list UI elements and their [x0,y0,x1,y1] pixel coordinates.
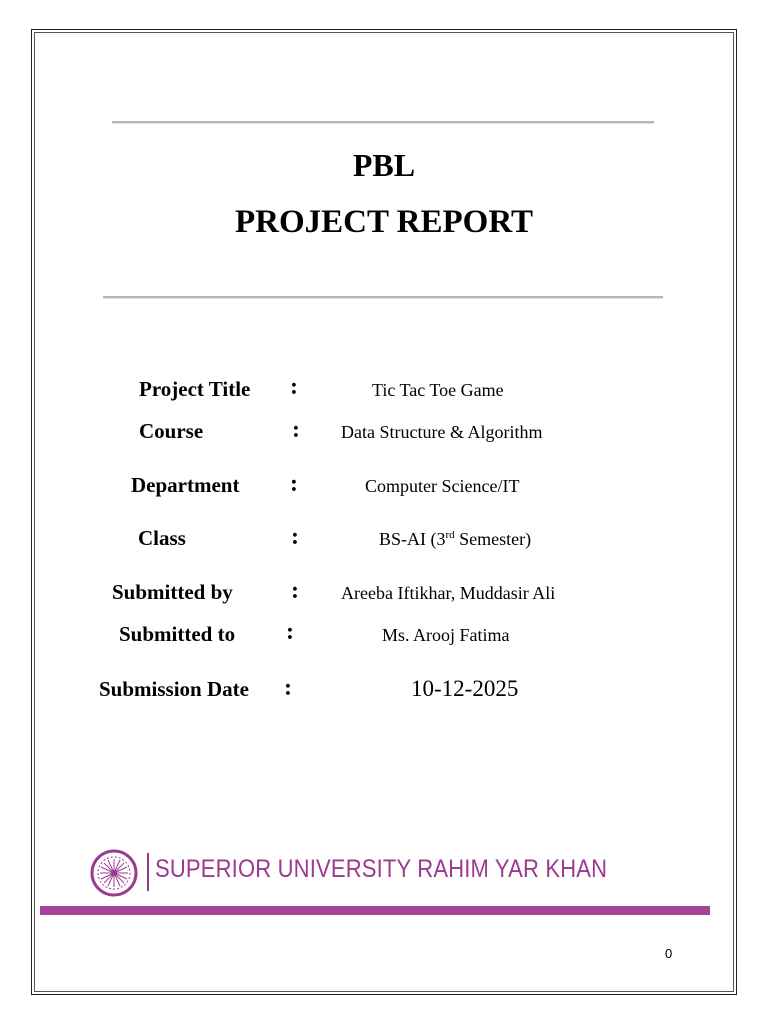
colon: : [286,619,294,645]
title-project-report: PROJECT REPORT [234,204,533,240]
colon: : [284,675,292,701]
project-title-label: Project Title [139,377,251,401]
submitted-by-label: Submitted by [112,580,233,604]
department-value: Computer Science/IT [365,476,520,496]
colon: : [290,471,298,497]
university-name: SUPERIOR UNIVERSITY RAHIM YAR KHAN [155,855,608,883]
colon: : [291,524,299,550]
colon: : [292,417,300,443]
logo-divider [147,853,149,891]
course-label: Course [139,419,204,443]
top-divider [112,121,654,124]
colon: : [290,374,298,400]
project-title-value: Tic Tac Toe Game [372,380,504,400]
class-value [379,529,531,550]
submission-date-value: 10-12-2025 [411,676,519,701]
course-value: Data Structure & Algorithm [341,422,543,442]
submitted-to-label: Submitted to [119,622,236,646]
bottom-divider [103,296,663,299]
class-value-prefix: BS-AI (3 [379,529,446,549]
submitted-by-value: Areeba Iftikhar, Muddasir Ali [341,583,556,603]
department-label: Department [131,473,240,497]
colon: : [291,578,299,604]
class-label: Class [138,526,186,550]
submitted-to-value: Ms. Arooj Fatima [382,625,510,645]
title-pbl: PBL [352,147,416,183]
class-value-suffix: Semester) [454,529,532,549]
class-value-sup: rd [445,529,455,541]
brand-bar [40,906,710,915]
submission-date-label: Submission Date [99,677,249,701]
page-number: 0 [665,946,673,961]
university-seal-icon [89,848,139,898]
